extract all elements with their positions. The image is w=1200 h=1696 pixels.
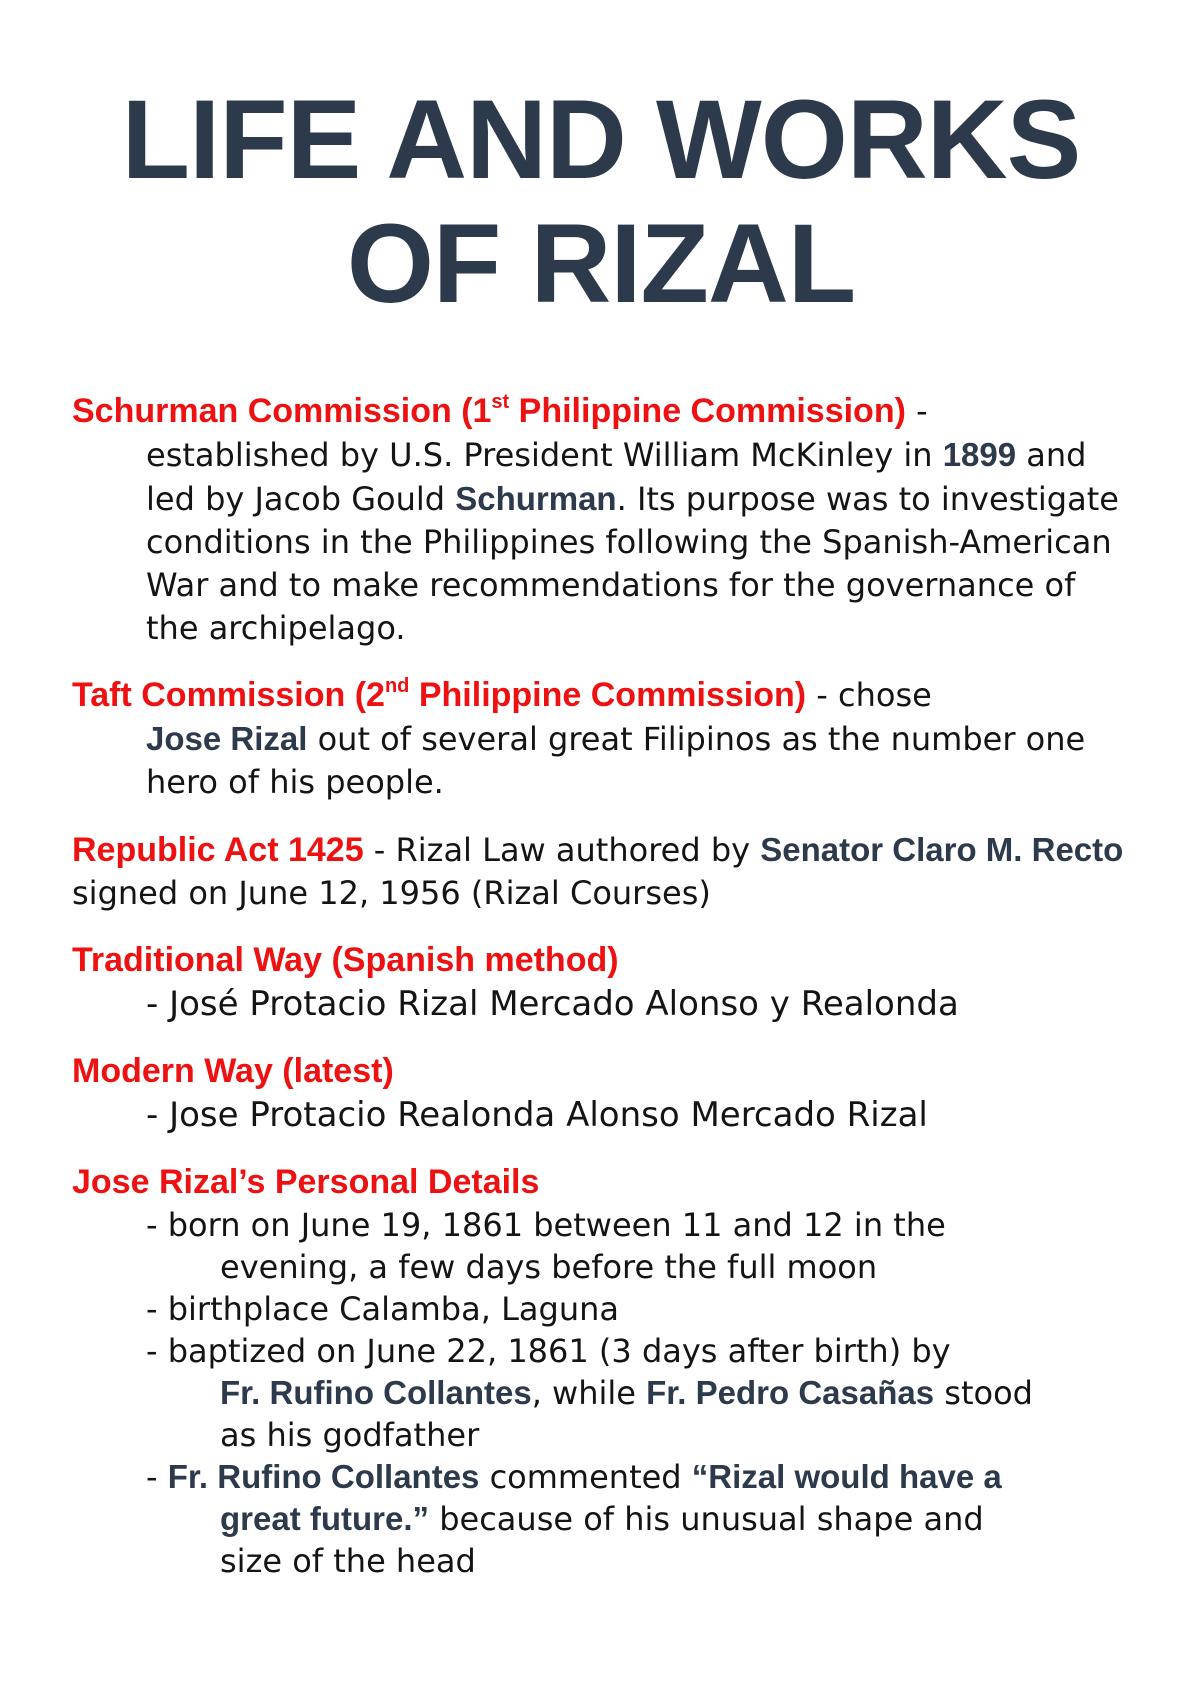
entry-term: Taft Commission (2nd Philippine Commission) — [72, 675, 807, 714]
highlight-quote: “Rizal would have a — [691, 1458, 1002, 1495]
entry-body: - Jose Protacio Realonda Alonso Mercado Rizal — [146, 1095, 928, 1135]
highlight-name: Fr. Pedro Casañas — [646, 1374, 935, 1411]
list-item: - birthplace Calamba, Laguna — [146, 1290, 619, 1328]
entry-term: Modern Way (latest) — [72, 1052, 394, 1090]
entry-term: Republic Act 1425 — [72, 831, 364, 869]
highlight-year: 1899 — [942, 436, 1017, 473]
entry-republic-act-1425: Republic Act 1425 - Rizal Law authored by Senator Claro M. Recto signed on June 12, 1956 (Rizal Courses) — [72, 831, 1124, 912]
highlight-name: Fr. Rufino Collantes — [220, 1374, 532, 1411]
entry-term: Schurman Commission (1st Philippine Commission) — [72, 391, 906, 430]
entry-schurman-commission — [72, 390, 1130, 650]
page-title — [72, 78, 1130, 326]
entry-body: - José Protacio Rizal Mercado Alonso y Realonda — [146, 984, 959, 1024]
entry-term: Traditional Way (Spanish method) — [72, 941, 619, 979]
entry-taft-commission — [72, 674, 1130, 804]
entry-separator: - — [905, 392, 928, 430]
entry-body: established by U.S. President William McKinley in 1899 and led by Jacob Gould Schurman. Its purpose was to investigate conditions in the Philippines following the Spanish-American War and to make recommendations for the governance of the archipelago. — [146, 436, 1119, 647]
entry-modern-way — [72, 1050, 1130, 1137]
highlight-name: Jose Rizal — [146, 720, 308, 757]
title-line-2: OF RIZAL — [346, 201, 856, 326]
entry-separator: - chose — [806, 676, 932, 714]
entry-body: Jose Rizal out of several great Filipinos as the number one hero of his people. — [146, 720, 1086, 801]
list-item: - Fr. Rufino Collantes commented “Rizal would have a great future.” because of his unusual shape and size of the head — [146, 1458, 1002, 1580]
entry-personal-details — [72, 1161, 1130, 1582]
entry-traditional-way — [72, 939, 1130, 1026]
highlight-name: Fr. Rufino Collantes — [167, 1458, 480, 1495]
title-line-1: LIFE AND WORKS — [121, 77, 1081, 202]
highlight-name: Senator Claro M. Recto — [760, 831, 1124, 868]
entry-term: Jose Rizal’s Personal Details — [72, 1163, 540, 1201]
details-list — [72, 1204, 1130, 1582]
list-item: - born on June 19, 1861 between 11 and 12 in the evening, a few days before the full moon — [146, 1206, 946, 1286]
highlight-name: Schurman — [455, 480, 617, 517]
list-item: - baptized on June 22, 1861 (3 days after birth) by Fr. Rufino Collantes, while Fr. Pedro Casañas stood as his godfather — [146, 1332, 1033, 1454]
highlight-quote: great future.” — [220, 1500, 430, 1537]
